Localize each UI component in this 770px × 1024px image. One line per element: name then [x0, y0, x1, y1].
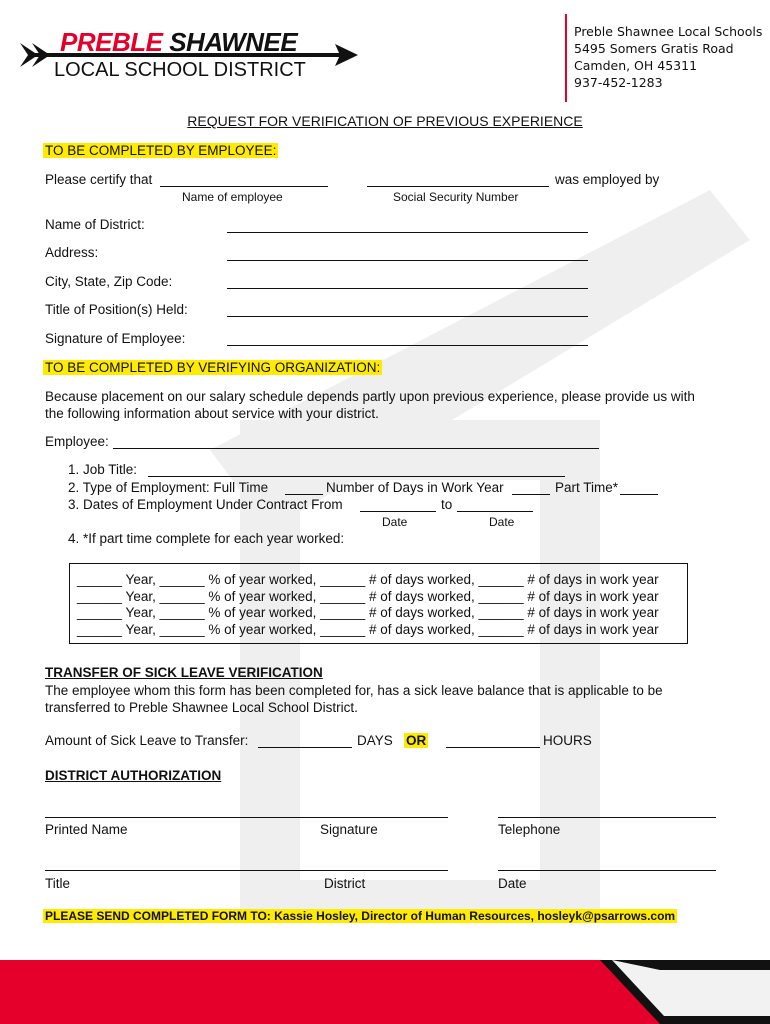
- part-time-row[interactable]: ______ Year, ______ % of year worked, ______ # of days worked, ______ # of days in work year: [77, 622, 659, 637]
- logo-preble: PREBLE: [60, 27, 163, 57]
- address-line-input[interactable]: [227, 260, 588, 261]
- employee-signature-line[interactable]: [227, 345, 588, 346]
- field-label: Name of District:: [45, 217, 145, 232]
- footer-band: [0, 960, 770, 1024]
- address-line: Preble Shawnee Local Schools: [574, 24, 763, 39]
- hours-label: HOURS: [543, 733, 592, 748]
- or-label: OR: [406, 733, 427, 748]
- work-year-days-line[interactable]: [512, 494, 550, 495]
- section-heading-org: TO BE COMPLETED BY VERIFYING ORGANIZATION:: [45, 360, 381, 375]
- part-time-label: Part Time*: [555, 480, 619, 495]
- district-caption: District: [324, 876, 366, 891]
- org-intro-line: the following information about service with your district.: [45, 406, 379, 421]
- job-title-label: 1. Job Title:: [68, 462, 138, 477]
- logo-subtitle: LOCAL SCHOOL DISTRICT: [54, 59, 306, 81]
- district-name-line[interactable]: [227, 232, 588, 233]
- footer-send-note: PLEASE SEND COMPLETED FORM TO: Kassie Hosley, Director of Human Resources, hosleyk@psarrows.com: [45, 909, 676, 923]
- date-to-line[interactable]: [457, 511, 533, 512]
- city-state-zip-line[interactable]: [227, 288, 588, 289]
- name-caption: Name of employee: [182, 190, 283, 204]
- title-line[interactable]: [45, 870, 448, 871]
- part-time-row[interactable]: ______ Year, ______ % of year worked, ______ # of days worked, ______ # of days in work year: [77, 605, 659, 620]
- address-line: 5495 Somers Gratis Road: [574, 41, 734, 56]
- field-label: Signature of Employee:: [45, 331, 186, 346]
- sick-leave-heading: TRANSFER OF SICK LEAVE VERIFICATION: [45, 665, 323, 680]
- address-line: 937-452-1283: [574, 75, 663, 90]
- job-title-line[interactable]: [148, 476, 565, 477]
- date-from-line[interactable]: [360, 511, 436, 512]
- date-to-label: to: [441, 497, 453, 512]
- part-time-line[interactable]: [620, 494, 658, 495]
- printed-name-caption: Printed Name: [45, 822, 128, 837]
- sick-leave-text: The employee whom this form has been completed for, has a sick leave balance that is applicable to be: [45, 683, 663, 698]
- full-time-line[interactable]: [285, 494, 323, 495]
- telephone-caption: Telephone: [498, 822, 561, 837]
- employee-name-line[interactable]: [160, 186, 328, 187]
- certify-suffix: was employed by: [555, 172, 660, 187]
- title-caption: Title: [45, 876, 71, 891]
- part-time-instructions: 4. *If part time complete for each year worked:: [68, 531, 345, 546]
- part-time-row[interactable]: ______ Year, ______ % of year worked, ______ # of days worked, ______ # of days in work year: [77, 589, 659, 604]
- dates-label: 3. Dates of Employment Under Contract From: [68, 497, 343, 512]
- printed-name-line[interactable]: [45, 817, 448, 818]
- part-time-row[interactable]: ______ Year, ______ % of year worked, ______ # of days worked, ______ # of days in work year: [77, 572, 659, 587]
- district-logo: [20, 28, 360, 93]
- date-line[interactable]: [498, 870, 716, 871]
- ssn-caption: Social Security Number: [393, 190, 519, 204]
- form-title: REQUEST FOR VERIFICATION OF PREVIOUS EXPERIENCE: [187, 113, 583, 129]
- org-intro-line: Because placement on our salary schedule depends partly upon previous experience, please provide us with: [45, 389, 695, 404]
- address-line: Camden, OH 45311: [574, 58, 698, 73]
- date-caption: Date: [489, 515, 515, 529]
- position-title-line[interactable]: [227, 316, 588, 317]
- employment-type-label: 2. Type of Employment: Full Time: [68, 480, 269, 495]
- employee-line[interactable]: [113, 448, 599, 449]
- watermark-arrow-logo: [150, 150, 770, 910]
- logo-shawnee: SHAWNEE: [169, 27, 298, 57]
- header-divider: [565, 14, 567, 102]
- employee-label: Employee:: [45, 434, 109, 449]
- certify-label: Please certify that: [45, 172, 153, 187]
- work-year-days-label: Number of Days in Work Year: [326, 480, 504, 495]
- field-label: City, State, Zip Code:: [45, 274, 173, 289]
- telephone-line[interactable]: [498, 817, 716, 818]
- sick-amount-label: Amount of Sick Leave to Transfer:: [45, 733, 249, 748]
- signature-caption: Signature: [320, 822, 378, 837]
- sick-days-line[interactable]: [258, 747, 352, 748]
- district-address: [574, 23, 762, 91]
- sick-leave-text: transferred to Preble Shawnee Local School District.: [45, 700, 358, 715]
- field-label: Title of Position(s) Held:: [45, 302, 188, 317]
- authorization-heading: DISTRICT AUTHORIZATION: [45, 768, 222, 783]
- sick-hours-line[interactable]: [446, 747, 540, 748]
- date-caption: Date: [382, 515, 408, 529]
- field-label: Address:: [45, 245, 99, 260]
- ssn-line[interactable]: [367, 186, 549, 187]
- section-heading-employee: TO BE COMPLETED BY EMPLOYEE:: [45, 143, 277, 158]
- date-caption-auth: Date: [498, 876, 527, 891]
- days-label: DAYS: [357, 733, 393, 748]
